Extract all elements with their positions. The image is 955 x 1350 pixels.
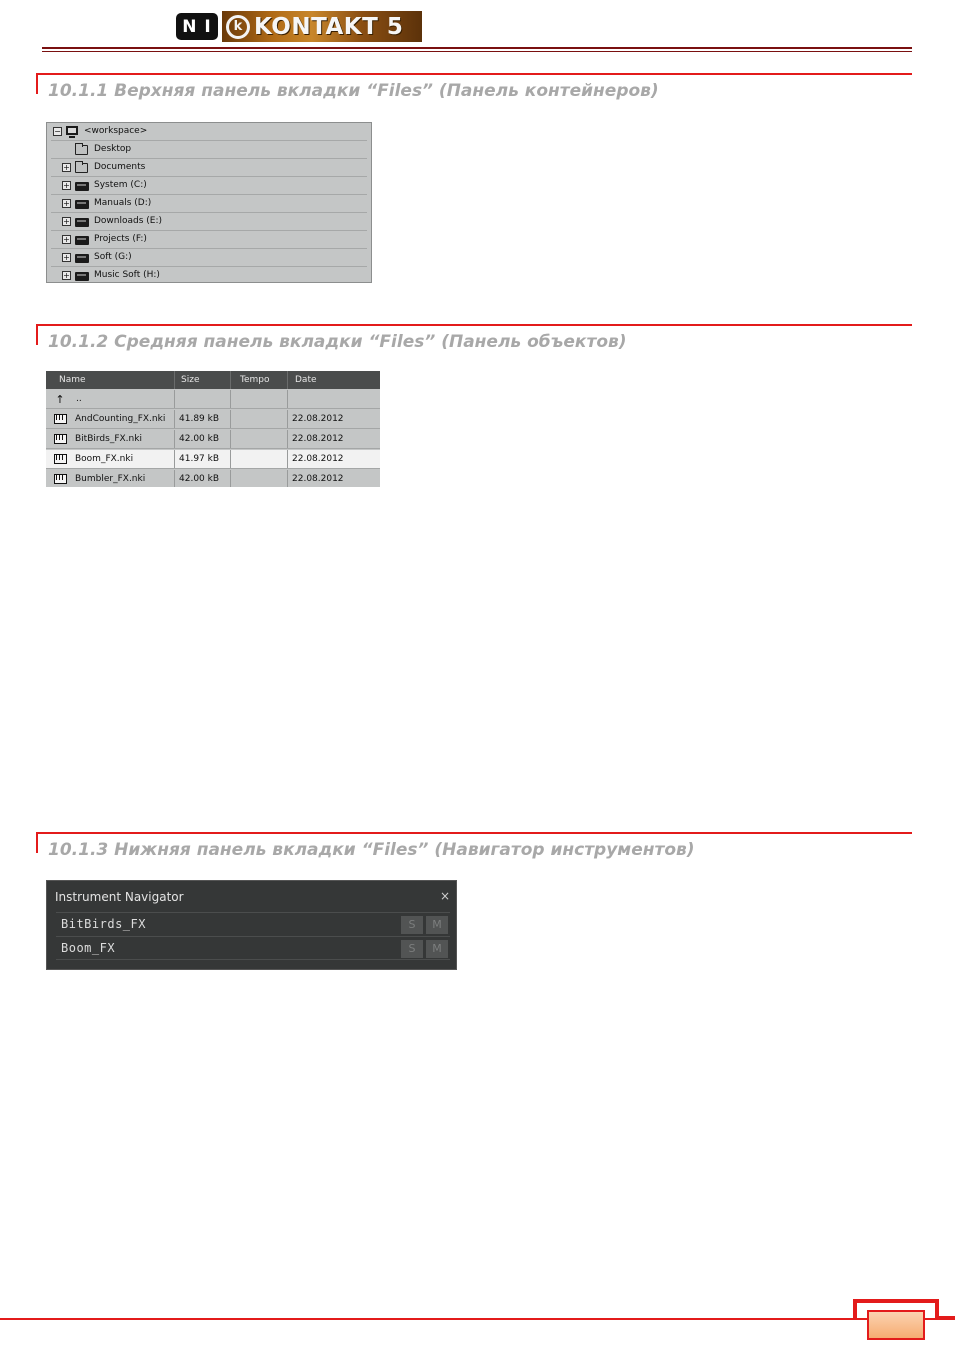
kontakt-logo-icon: k <box>226 15 250 39</box>
table-row[interactable] <box>46 410 380 429</box>
file-name: Boom_FX.nki <box>75 454 134 464</box>
drive-icon <box>75 200 89 209</box>
table-row[interactable] <box>46 430 380 449</box>
footer-bracket <box>935 1316 955 1320</box>
footer-divider <box>0 1318 936 1320</box>
tree-item-desktop[interactable] <box>51 141 367 159</box>
file-name: Bumbler_FX.nki <box>75 474 146 484</box>
section-title-2: 10.1.2 Средняя панель вкладки “Files” (Панель объектов) <box>48 332 627 352</box>
column-divider[interactable] <box>287 371 288 389</box>
mute-button[interactable]: M <box>426 916 448 934</box>
collapse-icon[interactable]: − <box>54 127 61 136</box>
column-divider[interactable] <box>230 371 231 389</box>
expand-icon[interactable]: + <box>63 163 70 172</box>
file-tempo <box>231 450 235 468</box>
solo-button[interactable]: S <box>401 940 423 958</box>
tree-item-workspace[interactable] <box>51 123 367 141</box>
kontakt-logo-text: KONTAKT 5 <box>254 13 404 40</box>
drive-icon <box>75 254 89 263</box>
tree-item-label: Documents <box>94 162 146 172</box>
file-date: 22.08.2012 <box>292 454 344 464</box>
page-number-box <box>867 1310 925 1340</box>
file-name: BitBirds_FX.nki <box>75 434 142 444</box>
file-size: 41.97 kB <box>179 454 220 464</box>
tree-item-label: Projects (F:) <box>94 234 147 244</box>
drive-icon <box>75 272 89 281</box>
instrument-icon <box>54 454 67 464</box>
file-name: AndCounting_FX.nki <box>75 414 166 424</box>
tree-item-soft-g[interactable] <box>51 249 367 267</box>
section-title-3: 10.1.3 Нижняя панель вкладки “Files” (Навигатор инструментов) <box>48 840 695 860</box>
folder-icon <box>75 163 88 173</box>
footer-bracket <box>853 1299 939 1303</box>
file-tempo <box>231 390 235 408</box>
tree-item-label: Desktop <box>94 144 132 154</box>
column-divider[interactable] <box>174 371 175 389</box>
header-divider <box>42 47 912 52</box>
file-tempo <box>231 430 235 448</box>
table-row[interactable] <box>46 470 380 487</box>
file-size: 42.00 kB <box>179 474 220 484</box>
close-icon[interactable]: × <box>439 889 451 903</box>
tree-item-projects-f[interactable] <box>51 231 367 249</box>
tree-item-label: Downloads (E:) <box>94 216 163 226</box>
object-file-table[interactable] <box>46 371 380 487</box>
up-arrow-icon: ↑ <box>55 392 65 406</box>
table-row-selected[interactable] <box>46 450 380 469</box>
file-tempo <box>231 410 235 428</box>
column-header-size[interactable]: Size <box>181 375 200 385</box>
tree-item-label: <workspace> <box>84 126 148 136</box>
container-tree-panel[interactable] <box>46 122 372 283</box>
file-date: 22.08.2012 <box>292 414 344 424</box>
tree-item-label: Music Soft (H:) <box>94 270 160 280</box>
file-name-cell <box>50 470 145 487</box>
instrument-icon <box>54 434 67 444</box>
navigator-title: Instrument Navigator <box>55 890 184 904</box>
file-name-cell <box>50 410 165 428</box>
expand-icon[interactable]: + <box>63 271 70 280</box>
tree-item-label: Soft (G:) <box>94 252 132 262</box>
column-header-date[interactable]: Date <box>295 375 317 385</box>
navigator-item-bitbirds[interactable] <box>56 912 450 936</box>
file-size: 42.00 kB <box>179 434 220 444</box>
kontakt-logo <box>222 11 422 42</box>
tree-item-downloads-e[interactable] <box>51 213 367 231</box>
table-header <box>46 371 380 389</box>
expand-icon[interactable]: + <box>63 217 70 226</box>
drive-icon <box>75 182 89 191</box>
column-header-tempo[interactable]: Tempo <box>240 375 270 385</box>
column-header-name[interactable]: Name <box>59 375 86 385</box>
computer-icon <box>66 126 78 135</box>
instrument-icon <box>54 474 67 484</box>
tree-item-music-soft-h[interactable] <box>51 267 367 285</box>
folder-icon <box>75 145 88 155</box>
navigator-item-boom[interactable] <box>56 936 450 960</box>
tree-item-label: Manuals (D:) <box>94 198 152 208</box>
instrument-icon <box>54 414 67 424</box>
instrument-navigator-panel <box>46 880 457 970</box>
solo-button[interactable]: S <box>401 916 423 934</box>
tree-item-label: System (C:) <box>94 180 147 190</box>
file-name-cell <box>50 390 82 408</box>
file-tempo <box>231 470 235 487</box>
tree-item-documents[interactable] <box>51 159 367 177</box>
expand-icon[interactable]: + <box>63 235 70 244</box>
expand-icon[interactable]: + <box>63 253 70 262</box>
mute-button[interactable]: M <box>426 940 448 958</box>
file-date: 22.08.2012 <box>292 474 344 484</box>
file-name: .. <box>76 394 82 404</box>
tree-item-manuals-d[interactable] <box>51 195 367 213</box>
expand-icon[interactable]: + <box>63 199 70 208</box>
table-row-parent[interactable] <box>46 390 380 409</box>
tree-item-system-c[interactable] <box>51 177 367 195</box>
drive-icon <box>75 218 89 227</box>
file-size: 41.89 kB <box>179 414 220 424</box>
section-title-1: 10.1.1 Верхняя панель вкладки “Files” (Панель контейнеров) <box>48 81 659 101</box>
file-date: 22.08.2012 <box>292 434 344 444</box>
file-name-cell <box>50 450 133 468</box>
file-date <box>288 390 292 408</box>
drive-icon <box>75 236 89 245</box>
file-size <box>175 390 179 408</box>
file-name-cell <box>50 430 142 448</box>
navigator-item-label: Boom_FX <box>61 941 116 955</box>
expand-icon[interactable]: + <box>63 181 70 190</box>
native-instruments-logo: N I <box>176 13 218 40</box>
navigator-item-label: BitBirds_FX <box>61 917 146 931</box>
